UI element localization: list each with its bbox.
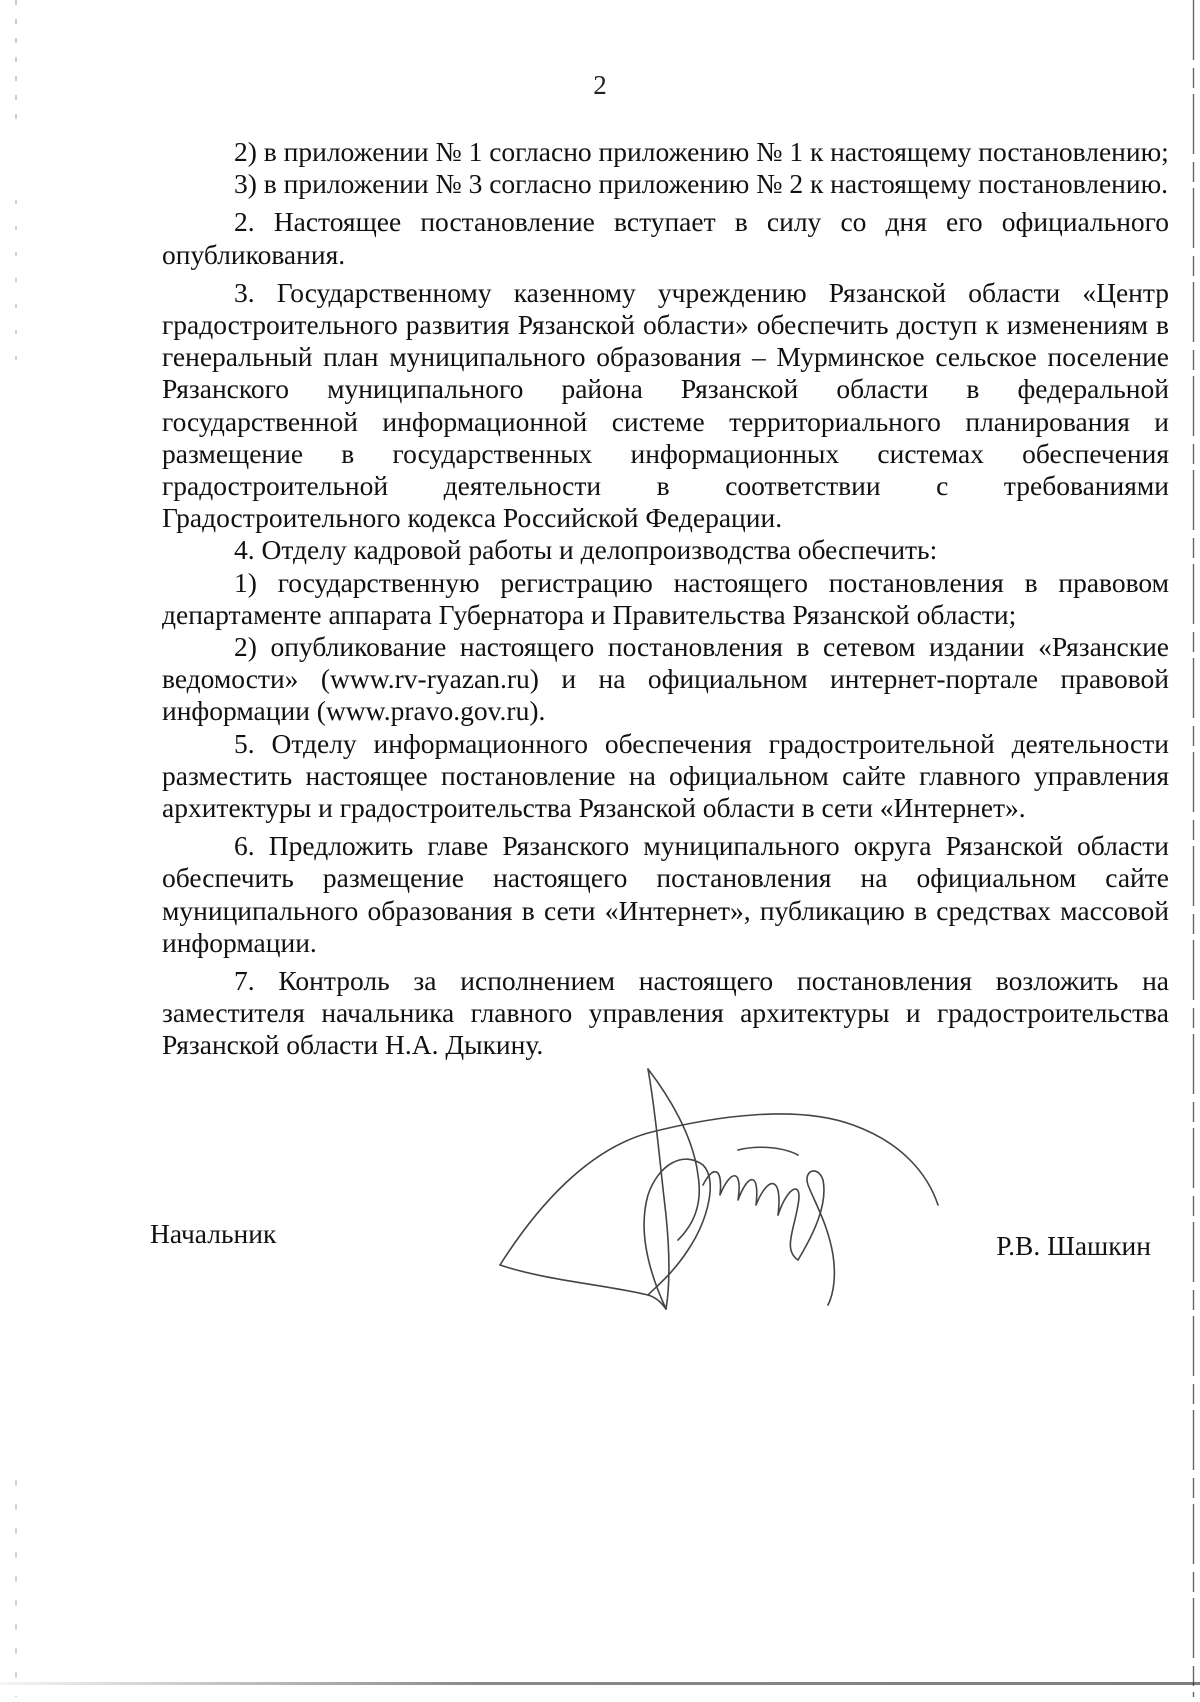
document-body [162,136,1169,1068]
paragraph-clause-6: 6. Предложить главе Рязанского муниципального округа Рязанской области обеспечить размещение настоящего постановления на официальном сайте муниципального образования в сети «Интернет», публикацию в средствах массовой информации. [162,830,1169,958]
paragraph-clause-4-item-1: 1) государственную регистрацию настоящего постановления в правовом департаменте аппарата Губернатора и Правительства Рязанской области; [162,566,1169,630]
scan-edge-bottom [0,1682,1200,1685]
signatory-title: Начальник [150,1218,277,1249]
paragraph-clause-3: 3. Государственному казенному учреждению Рязанской области «Центр градостроительного развития Рязанской области» обеспечить доступ к изменениям в генеральный план муниципального образования – Мурминское сельское поселение Рязанского муниципального района Рязанской области в федеральной государственной информационной системе территориального планирования и размещение в государственных информационных системах обеспечения градостроительной деятельности в соответствии с требованиями Градостроительного кодекса Российской Федерации. [162,276,1169,534]
paragraph-clause-7: 7. Контроль за исполнением настоящего постановления возложить на заместителя начальника главного управления архитектуры и градостроительства Рязанской области Н.А. Дыкину. [162,965,1169,1061]
signatory-name: Р.В. Шашкин [996,1230,1151,1261]
paragraph-clause-2: 2. Настоящее постановление вступает в силу со дня его официального опубликования. [162,206,1169,270]
paragraph-clause-4: 4. Отделу кадровой работы и делопроизводства обеспечить: [234,534,938,566]
scan-edge-right [1192,0,1195,1697]
scan-edge-left [14,0,18,1697]
handwritten-signature-icon [498,1055,943,1310]
paragraph-clause-4-item-2: 2) опубликование настоящего постановления в сетевом издании «Рязанские ведомости» (www.rv-ryazan.ru) и на официальном интернет-портале правовой информации (www.pravo.gov.ru). [162,631,1169,727]
paragraph-item-2: 2) в приложении № 1 согласно приложению № 1 к настоящему постановлению; [234,136,1169,167]
paragraph-item-3: 3) в приложении № 3 согласно приложению № 2 к настоящему постановлению. [234,168,1169,200]
paragraph-clause-5: 5. Отделу информационного обеспечения градостроительной деятельности разместить настоящее постановление на официальном сайте главного управления архитектуры и градостроительства Рязанской области в сети «Интернет». [162,727,1169,824]
page-number: 2 [593,70,607,100]
